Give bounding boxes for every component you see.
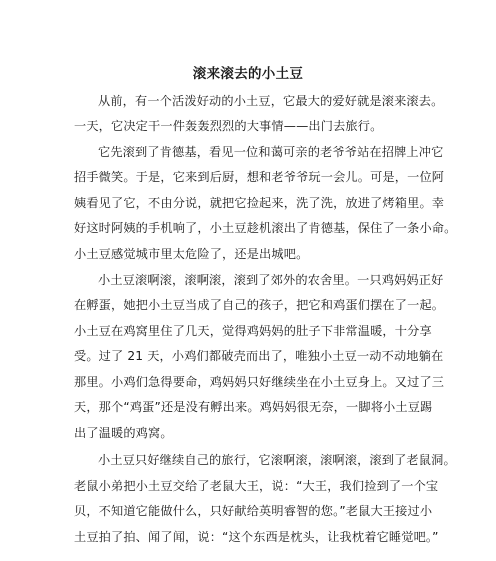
paragraph-1-line-2: 一天，它决定干一件轰轰烈烈的大事情——出门去旅行。 bbox=[74, 119, 383, 133]
paragraph-2-line-1: 它先滚到了肯德基，看见一位和蔼可亲的老爷爷站在招牌上冲它 bbox=[98, 145, 444, 159]
paragraph-4-line-4: 土豆拍了拍、闻了闻，说：“这个东西是枕头，让我枕着它睡觉吧。” bbox=[74, 530, 439, 544]
paragraph-2-line-3: 姨看见了它，不由分说，就把它捡起来，洗了洗，放进了烤箱里。幸 bbox=[74, 196, 445, 210]
paragraph-3-line-1: 小土豆滚啊滚，滚啊滚，滚到了郊外的农舍里。一只鸡妈妈正好 bbox=[98, 273, 444, 287]
paragraph-2-line-2: 招手微笑。于是，它来到后厨，想和老爷爷玩一会儿。可是，一位阿 bbox=[74, 170, 445, 184]
paragraph-2-line-4: 好这时阿姨的手机响了，小土豆趁机滚出了肯德基，保住了一条小命。 bbox=[74, 221, 457, 235]
paragraph-3-line-6: 天，那个“鸡蛋”还是没有孵出来。鸡妈妈很无奈，一脚将小土豆踢 bbox=[74, 400, 433, 414]
paragraph-2-line-5: 小土豆感觉城市里太危险了，还是出城吧。 bbox=[74, 247, 309, 261]
paragraph-3-line-5: 那里。小鸡们急得要命，鸡妈妈只好继续坐在小土豆身上。又过了三 bbox=[74, 375, 445, 389]
paragraph-4-line-1: 小土豆只好继续自己的旅行，它滚啊滚，滚啊滚，滚到了老鼠洞。 bbox=[98, 453, 456, 467]
paragraph-4-line-3: 贝，不知道它能做什么，只好献给英明睿智的您。”老鼠大王接过小 bbox=[74, 504, 433, 518]
paragraph-1-line-1: 从前，有一个活泼好动的小土豆，它最大的爱好就是滚来滚去。 bbox=[98, 94, 444, 108]
paragraph-4-line-2: 老鼠小弟把小土豆交给了老鼠大王，说：“大王，我们捡到了一个宝 bbox=[74, 479, 439, 493]
paragraph-3-line-2: 在孵蛋，她把小土豆当成了自己的孩子，把它和鸡蛋们摆在了一起。 bbox=[74, 298, 445, 312]
paragraph-3-line-3: 小土豆在鸡窝里住了几天，觉得鸡妈妈的肚子下非常温暖，十分享 bbox=[74, 324, 432, 338]
paragraph-3-line-7: 出了温暖的鸡窝。 bbox=[74, 426, 173, 440]
paragraph-3-line-4: 受。过了 21 天，小鸡们都破壳而出了，唯独小土豆一动不动地躺在 bbox=[74, 349, 444, 363]
document-title: 滚来滚去的小土豆 bbox=[192, 66, 304, 82]
